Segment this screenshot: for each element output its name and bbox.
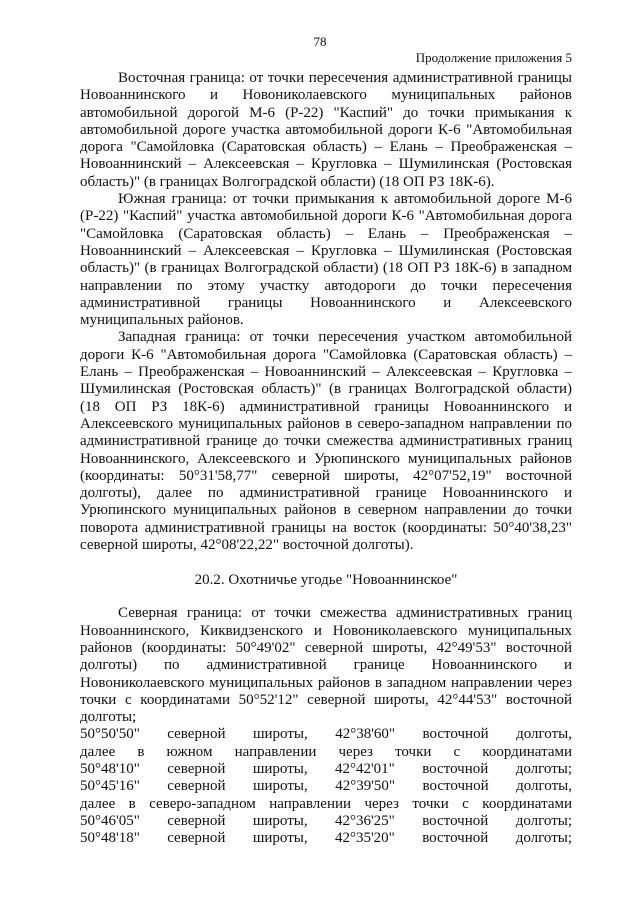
coordinate-token: широты, <box>252 830 308 847</box>
coordinate-token: южном <box>166 743 213 760</box>
west-border-paragraph: Западная граница: от точки пересечения участком автомобильной дороги К-6 "Автомобильная дорога "Самойловка (Саратовская область) – Елань – Преображенская – Новоаннинский – Алексеевская – Кругловка – Шумилинская (Ростовская область)" (в границах Волгоградской области) (18 ОП РЗ 18К-6) административной границы Новоаннинского и Алексеевского муниципальных районов в северо-западном направлении по административной границе до точки смежества административных границ Новоаннинского, Алексеевского и Урюпинского муниципальных районов (координаты: 50°31'58,77" северной широты, 42°07'52,19" восточной долготы), далее по административной границе Новоаннинского и Урюпинского муниципальных районов в северном направлении до точки поворота административной границы на восток (координаты: 50°40'38,23" северной широты, 42°08'22,22" восточной долготы). <box>80 329 572 554</box>
coordinate-token: северной <box>167 778 226 795</box>
coordinate-token: 50°48'10" <box>80 760 140 777</box>
east-border-paragraph: Восточная граница: от точки пересечения административной границы Новоаннинского и Новониколаевского муниципальных районов автомобильной дорогой М-6 (Р-22) "Каспий" до точки примыкания к автомобильной дороге участка автомобильной дороги К-6 "Автомобильная дорога "Самойловка (Саратовская область) – Елань – Преображенская – Новоаннинский – Алексеевская – Кругловка – Шумилинская (Ростовская область)" (в границах Волгоградской области) (18 ОП РЗ 18К-6). <box>80 70 572 190</box>
coordinate-token: 42°39'50" <box>335 778 396 795</box>
coordinate-row <box>80 761 572 778</box>
coordinate-token: точки <box>395 743 432 760</box>
coordinate-token: северной <box>167 830 226 847</box>
coordinate-token: 42°35'20" <box>334 830 395 847</box>
coordinate-row <box>80 726 572 743</box>
coordinate-token: далее <box>80 743 116 760</box>
coordinate-token: восточной <box>422 812 489 829</box>
coordinate-token: северной <box>167 726 226 743</box>
coordinate-token: широты, <box>252 760 308 777</box>
coordinate-token: восточной <box>422 760 489 777</box>
coordinate-token: 50°46'05" <box>80 812 140 829</box>
coordinate-token: в <box>137 743 145 760</box>
coordinate-row <box>80 744 572 761</box>
coordinate-token: долготы, <box>516 726 572 743</box>
coordinate-token: северной <box>167 812 226 829</box>
coordinate-token: долготы; <box>515 812 572 829</box>
coordinate-token: восточной <box>422 726 489 743</box>
coordinate-token: 42°36'25" <box>334 812 395 829</box>
coordinate-list <box>80 726 572 847</box>
coordinate-token: 50°45'16" <box>80 778 140 795</box>
coordinate-token: направлении <box>234 743 317 760</box>
coordinate-token: широты, <box>252 778 308 795</box>
coordinate-token: широты, <box>252 812 308 829</box>
coordinate-row <box>80 778 572 795</box>
coordinate-row <box>80 830 572 847</box>
coordinate-token: долготы; <box>515 830 572 847</box>
south-border-paragraph: Южная граница: от точки примыкания к автомобильной дороге М-6 (Р-22) "Каспий" участка автомобильной дороги К-6 "Автомобильная дорога "Самойловка (Саратовская область) – Елань – Преображенская – Новоаннинский – Алексеевская – Кругловка – Шумилинская (Ростовская область)" (в границах Волгоградской области) (18 ОП РЗ 18К-6) в западном направлении по этому участку автодороги до точки пересечения административной границы Новоаннинского и Алексеевского муниципальных районов. <box>80 191 572 329</box>
coordinate-token: широты, <box>252 726 308 743</box>
appendix-label: Продолжение приложения 5 <box>415 50 572 65</box>
coordinate-token: с <box>453 743 461 760</box>
coordinate-token: северной <box>167 760 226 777</box>
section-heading: 20.2. Охотничье угодье "Новоаннинское" <box>194 572 458 589</box>
document-body <box>80 70 572 847</box>
coordinate-token: 50°48'18" <box>80 830 140 847</box>
coordinate-token: координатами <box>482 743 572 760</box>
coordinate-token: через <box>338 743 373 760</box>
coordinate-row: далее в северо-западном направлении через точки с координатами <box>80 795 572 812</box>
coordinate-token: долготы; <box>515 760 572 777</box>
coordinate-row <box>80 813 572 830</box>
north-border-paragraph: Северная граница: от точки смежества административных границ Новоаннинского, Киквидзенского и Новониколаевского муниципальных районов (координаты: 50°49'02" северной широты, 42°49'53" восточной долготы) по административной границе Новоаннинского и Новониколаевского муниципальных районов в западном направлении через точки с координатами 50°52'12" северной широты, 42°44'53" восточной долготы; <box>80 605 572 726</box>
coordinate-token: восточной <box>422 830 489 847</box>
coordinate-token: 42°38'60" <box>335 726 396 743</box>
coordinate-token: 42°42'01" <box>334 760 395 777</box>
coordinate-token: восточной <box>422 778 489 795</box>
coordinate-token: долготы, <box>516 778 572 795</box>
coordinate-token: 50°50'50" <box>80 726 140 743</box>
page-number: 78 <box>313 34 327 49</box>
